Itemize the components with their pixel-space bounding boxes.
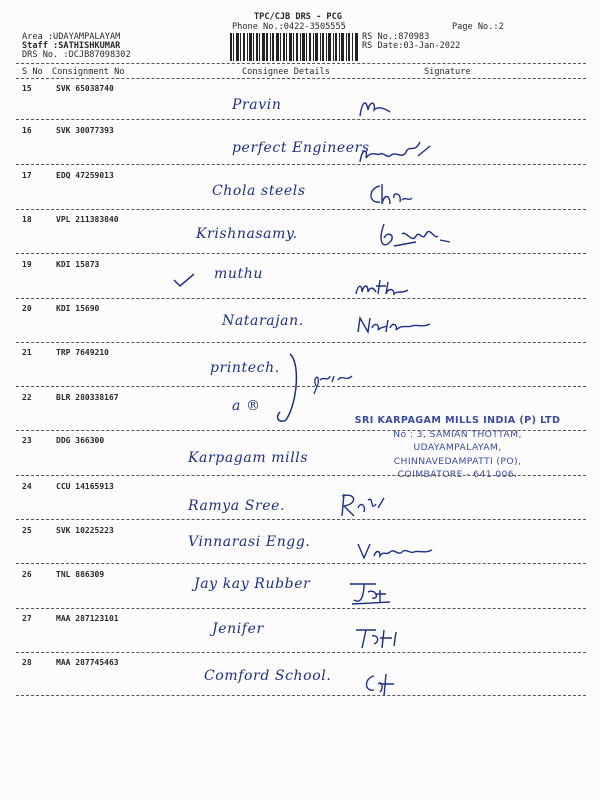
row-divider bbox=[16, 386, 586, 387]
checkmark-icon bbox=[172, 272, 196, 290]
row-consignee: Krishnasamy. bbox=[196, 226, 298, 242]
row-sno: 22 bbox=[22, 393, 32, 402]
stamp-address-line: CHINNAVEDAMPATTI (PO), bbox=[393, 455, 522, 467]
barcode bbox=[230, 33, 358, 61]
row-consignment: MAA 287123101 bbox=[56, 614, 119, 623]
header-divider-top bbox=[16, 63, 586, 64]
col-header-signature: Signature bbox=[424, 67, 471, 77]
signature-mark bbox=[362, 670, 402, 698]
row-consignee: Karpagam mills bbox=[188, 450, 309, 466]
row-consignee: Comford School. bbox=[204, 668, 332, 684]
row-divider bbox=[16, 519, 586, 520]
rs-date: RS Date:03-Jan-2022 bbox=[362, 41, 461, 51]
row-divider bbox=[16, 342, 586, 343]
row-consignee: Chola steels bbox=[212, 183, 306, 199]
col-header-sno: S No bbox=[22, 67, 43, 77]
row-consignment: TNL 886309 bbox=[56, 570, 105, 579]
row-consignment: MAA 287745463 bbox=[56, 658, 119, 667]
page-number: Page No.:2 bbox=[452, 22, 504, 32]
row-sno: 23 bbox=[22, 436, 32, 445]
row-consignee: Pravin bbox=[232, 97, 282, 113]
row-divider bbox=[16, 119, 586, 120]
row-sno: 21 bbox=[22, 348, 32, 357]
signature-mark bbox=[366, 180, 414, 210]
row-consignee: Jenifer bbox=[212, 621, 264, 637]
row-consignment: TRP 7649210 bbox=[56, 348, 109, 357]
drs-number: DRS No. :DCJB87098302 bbox=[22, 50, 131, 60]
row-consignee: a ® bbox=[232, 398, 261, 414]
row-consignment: VPL 211383840 bbox=[56, 215, 119, 224]
row-consignment: EDQ 47259013 bbox=[56, 171, 114, 180]
signature-mark bbox=[356, 314, 436, 336]
row-sno: 28 bbox=[22, 658, 32, 667]
row-divider bbox=[16, 563, 586, 564]
signature-mark bbox=[336, 490, 386, 520]
rs-number: RS No.:870983 bbox=[362, 32, 430, 42]
row-sno: 27 bbox=[22, 614, 32, 623]
staff-label: Staff :SATHISHKUMAR bbox=[22, 41, 121, 51]
header-divider-bottom bbox=[16, 78, 586, 79]
row-consignee: Jay kay Rubber bbox=[194, 576, 311, 592]
row-consignee: Ramya Sree. bbox=[188, 498, 286, 514]
row-consignment: SVK 65038740 bbox=[56, 84, 114, 93]
row-divider bbox=[16, 608, 586, 609]
row-divider bbox=[16, 164, 586, 165]
row-consignment: DDG 366300 bbox=[56, 436, 105, 445]
row-sno: 15 bbox=[22, 84, 32, 93]
row-consignment: KDI 15873 bbox=[56, 260, 100, 269]
row-sno: 24 bbox=[22, 482, 32, 491]
col-header-consignment: Consignment No bbox=[52, 67, 125, 77]
row-sno: 19 bbox=[22, 260, 32, 269]
row-divider bbox=[16, 430, 586, 431]
stamp-address-line: No : 3, SAMIAN THOTTAM, bbox=[393, 428, 522, 440]
stamp-address-line: COIMBATORE - 641 006. bbox=[397, 469, 518, 480]
row-consignee: Natarajan. bbox=[222, 313, 304, 329]
row-consignment: SVK 30077393 bbox=[56, 126, 114, 135]
row-sno: 20 bbox=[22, 304, 32, 313]
row-divider bbox=[16, 652, 586, 653]
row-consignment: SVK 10225223 bbox=[56, 526, 114, 535]
row-divider bbox=[16, 475, 586, 476]
signature-mark bbox=[354, 276, 414, 298]
row-consignee: perfect Engineers bbox=[232, 140, 370, 156]
row-consignee: muthu bbox=[214, 266, 263, 282]
row-divider bbox=[16, 253, 586, 254]
row-divider bbox=[16, 209, 586, 210]
signature-mark bbox=[346, 578, 396, 606]
signature-mark bbox=[376, 220, 456, 254]
row-consignment: CCU 14165913 bbox=[56, 482, 114, 491]
row-divider bbox=[16, 695, 586, 696]
row-consignee: Vinnarasi Engg. bbox=[188, 534, 311, 550]
row-sno: 16 bbox=[22, 126, 32, 135]
document-title: TPC/CJB DRS - PCG bbox=[254, 12, 342, 22]
row-sno: 26 bbox=[22, 570, 32, 579]
row-sno: 17 bbox=[22, 171, 32, 180]
stamp-company-name: SRI KARPAGAM MILLS INDIA (P) LTD bbox=[354, 415, 561, 426]
row-sno: 25 bbox=[22, 526, 32, 535]
row-sno: 18 bbox=[22, 215, 32, 224]
row-consignment: BLR 280338167 bbox=[56, 393, 119, 402]
col-header-consignee: Consignee Details bbox=[242, 67, 330, 77]
row-consignee: printech. bbox=[210, 360, 280, 376]
row-consignment: KDI 15690 bbox=[56, 304, 100, 313]
area-label: Area :UDAYAMPALAYAM bbox=[22, 32, 121, 42]
signature-mark bbox=[356, 96, 396, 120]
row-divider bbox=[16, 298, 586, 299]
barcode-graphic bbox=[230, 33, 358, 61]
signature-mark bbox=[352, 624, 404, 652]
phone-number: Phone No.:0422-3505555 bbox=[232, 22, 346, 32]
signature-mark bbox=[356, 540, 436, 562]
stamp-address-line: UDAYAMPALAYAM, bbox=[413, 442, 502, 453]
